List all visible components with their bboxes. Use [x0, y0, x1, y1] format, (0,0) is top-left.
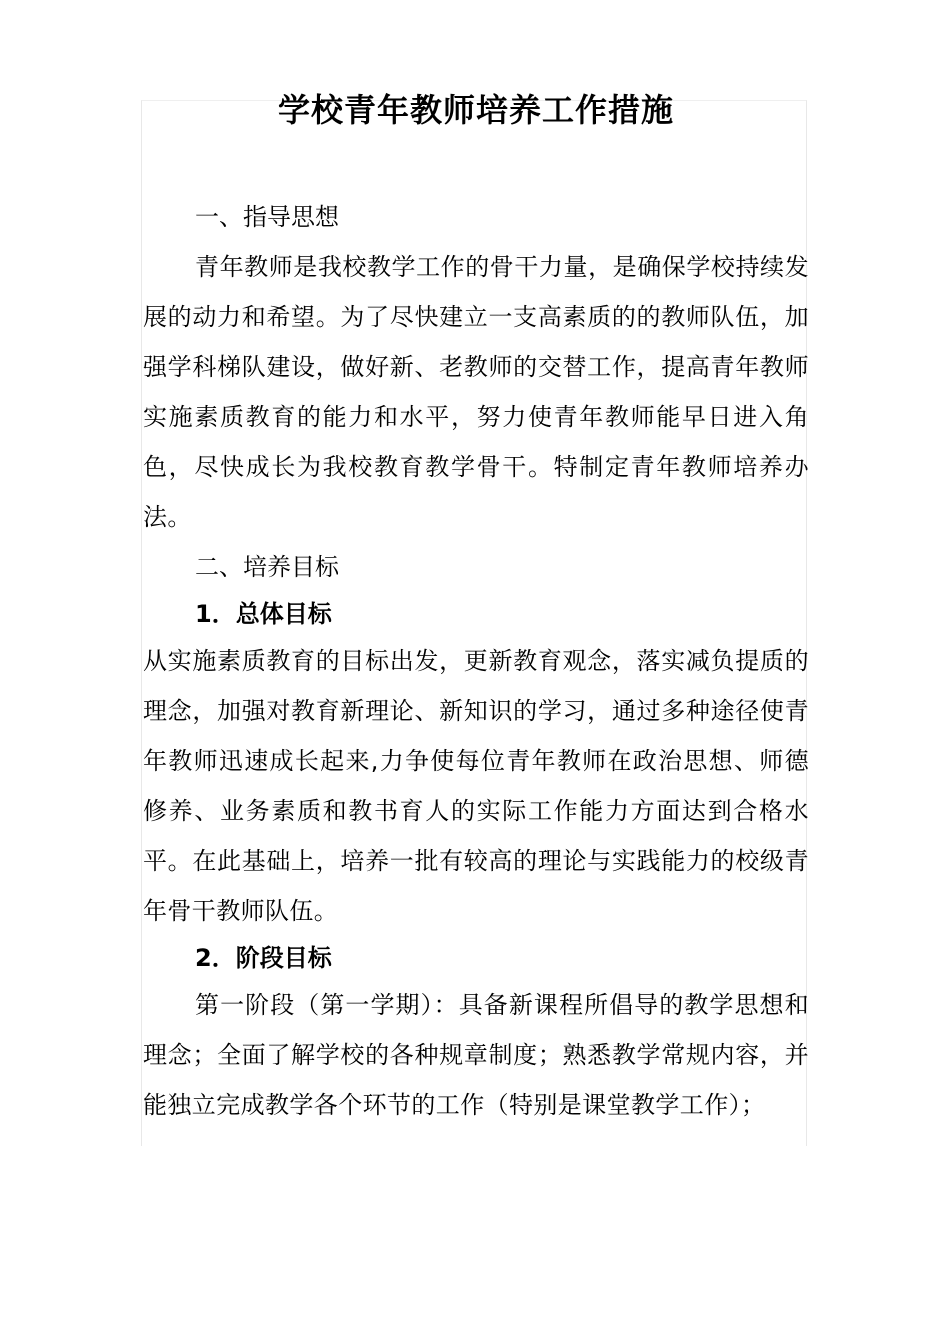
- paragraph-stage-goal: 第一阶段（第一学期）：具备新课程所倡导的教学思想和理念；全面了解学校的各种规章制度；熟悉教学常规内容，并能独立完成教学各个环节的工作（特别是课堂教学工作）；: [143, 991, 809, 1119]
- subheading-stage-goal: 2．阶段目标: [195, 944, 332, 972]
- section-heading-guiding-ideology: 一、指导思想: [195, 203, 339, 231]
- section-heading-training-goals: 二、培养目标: [195, 553, 339, 581]
- paragraph-overall-goal: 从实施素质教育的目标出发，更新教育观念，落实减负提质的理念，加强对教育新理论、新知识的学习，通过多种途径使青年教师迅速成长起来,力争使每位青年教师在政治思想、师德修养、业务素质和教书育人的实际工作能力方面达到合格水平。在此基础上，培养一批有较高的理论与实践能力的校级青年骨干教师队伍。: [143, 647, 809, 925]
- document-title: 学校青年教师培养工作措施: [277, 91, 674, 129]
- subheading-overall-goal: 1．总体目标: [195, 600, 332, 628]
- document-body: [143, 84, 809, 1130]
- paragraph-guiding-ideology: 青年教师是我校教学工作的骨干力量，是确保学校持续发展的动力和希望。为了尽快建立一支高素质的的教师队伍，加强学科梯队建设，做好新、老教师的交替工作，提高青年教师实施素质教育的能力和水平，努力使青年教师能早日进入角色，尽快成长为我校教育教学骨干。特制定青年教师培养办法。: [143, 253, 809, 531]
